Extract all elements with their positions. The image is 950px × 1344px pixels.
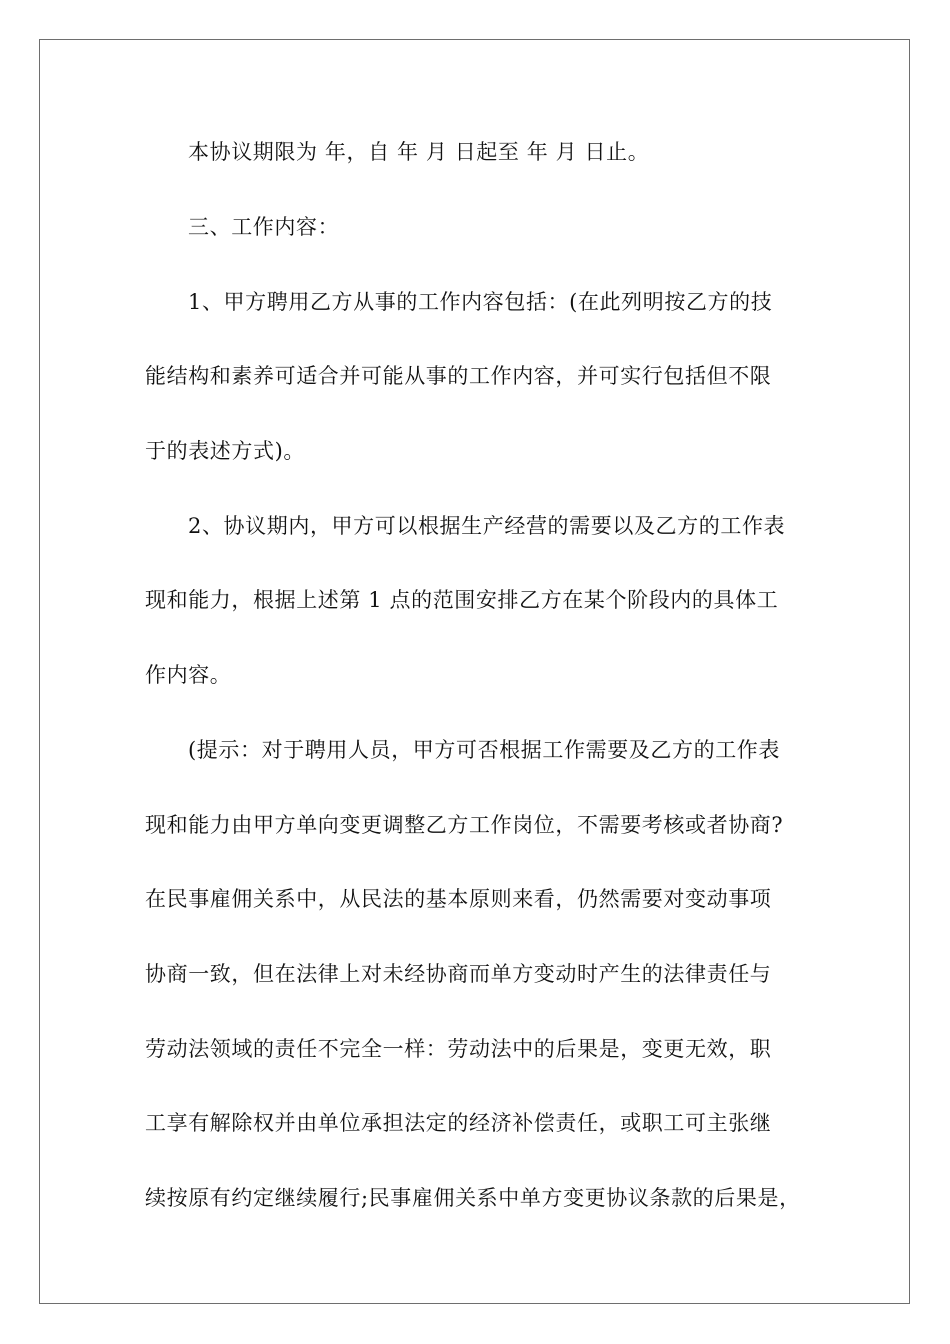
section-heading-work-content: 三、工作内容： bbox=[188, 215, 340, 239]
clause-2-line-1: 2、协议期内，甲方可以根据生产经营的需要以及乙方的工作表 bbox=[188, 514, 786, 538]
hint-line-3: 在民事雇佣关系中，从民法的基本原则来看，仍然需要对变动事项 bbox=[145, 887, 772, 911]
hint-line-1: (提示：对于聘用人员，甲方可否根据工作需要及乙方的工作表 bbox=[188, 738, 780, 762]
clause-1-line-1: 1、甲方聘用乙方从事的工作内容包括：(在此列明按乙方的技 bbox=[188, 290, 773, 314]
hint-line-5: 劳动法领域的责任不完全一样：劳动法中的后果是，变更无效，职 bbox=[145, 1037, 772, 1061]
clause-2-line-2: 现和能力，根据上述第 1 点的范围安排乙方在某个阶段内的具体工 bbox=[145, 588, 779, 612]
clause-1-line-3: 于的表述方式)。 bbox=[145, 439, 305, 463]
hint-line-2: 现和能力由甲方单向变更调整乙方工作岗位，不需要考核或者协商? bbox=[145, 813, 784, 837]
paragraph-term-line: 本协议期限为 年，自 年 月 日起至 年 月 日止。 bbox=[188, 140, 650, 164]
clause-1-line-2: 能结构和素养可适合并可能从事的工作内容，并可实行包括但不限 bbox=[145, 364, 772, 388]
clause-2-line-3: 作内容。 bbox=[145, 663, 232, 687]
hint-line-4: 协商一致，但在法律上对未经协商而单方变动时产生的法律责任与 bbox=[145, 962, 772, 986]
hint-line-7: 续按原有约定继续履行;民事雇佣关系中单方变更协议条款的后果是， bbox=[145, 1186, 801, 1210]
hint-line-6: 工享有解除权并由单位承担法定的经济补偿责任，或职工可主张继 bbox=[145, 1111, 772, 1135]
